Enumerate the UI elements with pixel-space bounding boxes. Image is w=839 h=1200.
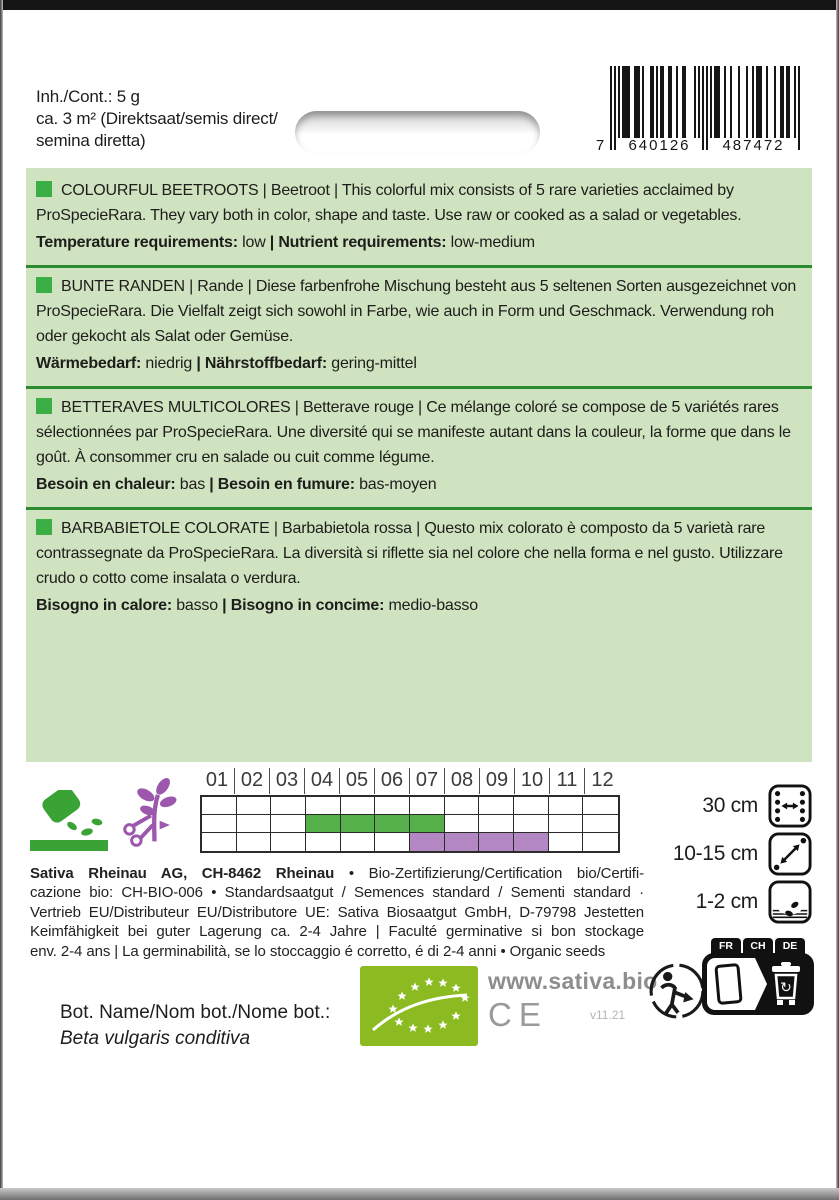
plant-spacing-label: 10-15 cm [672,842,758,865]
req-value: niedrig [141,355,193,372]
req-label: Bisogno in calore: [36,597,172,614]
eu-leaf-icon [360,966,478,1046]
req-separator: | [192,355,205,372]
photo-edge-bottom [0,1188,839,1200]
barcode-digit-group1: 640126 [617,138,702,154]
description-panel [26,168,812,762]
row-spacing-label: 30 cm [702,794,758,817]
tab-ch: CH [743,938,773,954]
address-line [30,864,644,883]
sowing-depth-icon [768,880,812,924]
calendar-cell-empty [237,815,272,833]
calendar-cell-empty [549,797,584,815]
green-square-bullet [36,181,52,197]
address-line: env. 2-4 ans | La germinabilità, se lo stoccaggio é corretto, é di 2-4 anni • Organic seeds [30,942,606,960]
req-label: Nutrient requirements: [278,234,447,251]
calendar-cell-harvest [514,833,549,851]
barcode [596,64,806,160]
req-value: bas-moyen [354,476,437,493]
month-label: 11 [550,768,585,794]
harvest-scissors-icon [120,770,182,856]
calendar-cell-empty [271,797,306,815]
content-amount: Inh./Cont.: 5 g [36,87,140,106]
requirements-de [36,351,802,376]
calendar-cell-harvest [479,833,514,851]
month-label: 06 [375,768,410,794]
month-label: 07 [410,768,445,794]
calendar-cell-empty [271,815,306,833]
block-intro-de: BUNTE RANDEN | Rande | Diese farbenfrohe Mischung besteht aus 5 seltenen Sorten ausgezeichnet von ProSpecieRara. Die Vielfalt zeigt sich sowohl in Farbe, wie auch in Form und Geschmack. Verwendung roh oder gekocht als Salat oder Gemüse. [36,278,797,345]
calendar-month-row [200,768,620,794]
calendar-cell-empty [271,833,306,851]
req-value: medio-basso [384,597,478,614]
calendar-cell-empty [549,815,584,833]
green-square-bullet [36,277,52,293]
country-tabs [711,938,805,954]
lang-block-fr [26,391,812,505]
row-spacing-row [640,784,812,828]
eu-organic-logo [360,966,478,1046]
calendar-cell-empty [306,833,341,851]
req-value: basso [171,597,218,614]
calendar-cell-sowing [375,815,410,833]
calendar-cell-sowing [410,815,445,833]
calendar-cell-empty [341,797,376,815]
calendar-grid [200,795,620,853]
lang-block-it [26,512,812,626]
req-value: gering-mittel [327,355,417,372]
calendar-cell-empty [445,815,480,833]
botanical-name-block [60,1000,330,1052]
calendar-cell-empty [375,833,410,851]
ce-mark: CE [488,996,548,1033]
calendar-cell-empty [583,815,618,833]
barcode-digit-first: 7 [595,137,605,154]
req-label: Besoin en fumure: [217,476,355,493]
green-square-bullet [36,519,52,535]
req-separator: | [205,476,218,493]
calendar-cell-empty [237,797,272,815]
calendar-cell-empty [514,797,549,815]
calendar-cell-empty [479,815,514,833]
calendar-cell-empty [479,797,514,815]
req-separator: | [265,234,279,251]
recycling-badge-body [702,953,814,1015]
tab-fr: FR [711,938,741,954]
sowing-depth-label: 1-2 cm [695,890,758,913]
lang-block-en [26,174,812,263]
recycling-bin-icon [769,961,803,1007]
photo-edge-top [0,0,839,10]
calendar-cell-empty [583,833,618,851]
svg-text:↻: ↻ [780,980,792,996]
req-value: bas [175,476,206,493]
calendar-cell-sowing [341,815,376,833]
month-label: 12 [591,769,614,791]
month-label: 01 [200,768,235,794]
month-label: 03 [270,768,305,794]
block-intro-fr: BETTERAVES MULTICOLORES | Betterave rouge | Ce mélange coloré se compose de 5 variétés rares sélectionnées par ProSpecieRara. Une diversité qui se manifeste autant dans la couleur, la forme que dans le goût. À consommer cru en salade ou cuit comme légume. [36,399,791,466]
calendar-cell-empty [202,815,237,833]
month-label: 04 [305,768,340,794]
calendar-cell-empty [341,833,376,851]
seed-packet-icon [714,963,742,1005]
lang-block-de [26,270,812,384]
req-value: low-medium [446,234,535,251]
company-name: Sativa Rheinau AG, CH-8462 Rheinau [30,865,335,882]
barcode-digit-group2: 487472 [711,138,796,154]
divider-line [26,265,812,268]
req-label: Wärmebedarf: [36,355,142,372]
requirements-en [36,230,802,255]
calendar-cell-empty [202,797,237,815]
calendar-cell-empty [375,797,410,815]
address-text: • Bio-Zertifizierung/Certification bio/Certifi- [334,865,645,882]
calendar-cell-empty [237,833,272,851]
botanical-name-value: Beta vulgaris conditiva [60,1028,251,1049]
calendar-cell-sowing [306,815,341,833]
hang-hole-cutout [295,111,540,154]
botanical-name-label: Bot. Name/Nom bot./Nome bot.: [60,1002,331,1023]
version-label: v11.21 [590,1008,626,1022]
address-line: Vertrieb EU/Distributeur EU/Distributore UE: Sativa Biosaatgut GmbH, D-79798 Jestetten [30,903,644,921]
block-intro-en: COLOURFUL BEETROOTS | Beetroot | This colorful mix consists of 5 rare varieties acclaimed by ProSpecieRara. They vary both in color, shape and taste. Use raw or cooked as a salad or vegetables. [36,182,742,224]
calendar-cell-empty [549,833,584,851]
req-label: Nährstoffbedarf: [204,355,327,372]
content-area-line1: ca. 3 m² (Direktsaat/semis direct/ [36,109,278,128]
calendar-cell-empty [445,797,480,815]
month-label: 02 [235,768,270,794]
divider-line [26,386,812,389]
month-label: 10 [515,768,550,794]
block-intro-it: BARBABIETOLE COLORATE | Barbabietola rossa | Questo mix colorato è composto da 5 varietà rare contrassegnate da ProSpecieRara. La diversità si riflette sia nel colore che nella forma e nel gusto. Utilizzare crudo o cotto come insalata o verdura. [36,520,783,587]
content-info [36,86,278,152]
calendar-cell-harvest [445,833,480,851]
photo-edge-left [0,0,3,1200]
req-label: Besoin en chaleur: [36,476,176,493]
website-url: www.sativa.bio [488,968,658,994]
calendar-cell-empty [202,833,237,851]
plant-spacing-row [640,832,812,876]
tab-de: DE [775,938,805,954]
calendar-cell-empty [306,797,341,815]
address-line: cazione bio: CH-BIO-006 • Standardsaatgut / Semences standard / Sementi standard · [30,884,644,902]
packet-pane [707,958,767,1010]
address-line: Keimfähigkeit bei guter Lagerung ca. 2-4 Jahre | Faculté germinative si bon stockage [30,923,644,941]
month-label: 05 [340,768,375,794]
row-spacing-icon [768,784,812,828]
address-block [30,864,644,961]
calendar-cell-empty [514,815,549,833]
month-label: 09 [480,768,515,794]
sowing-depth-row [640,880,812,924]
month-label: 08 [445,768,480,794]
calendar-cell-empty [583,797,618,815]
req-label: Temperature requirements: [36,234,238,251]
calendar-cell-empty [410,797,445,815]
green-square-bullet [36,398,52,414]
plant-spacing-icon [768,832,812,876]
req-separator: | [217,597,231,614]
req-label: Bisogno in concime: [230,597,385,614]
divider-line [26,507,812,510]
recycling-badge [702,938,814,1018]
content-area-line2: semina diretta) [36,131,146,150]
triman-recycling-icon [648,962,706,1020]
requirements-it [36,593,802,618]
calendar-cell-harvest [410,833,445,851]
requirements-fr [36,472,802,497]
sowing-icon [30,790,120,852]
req-value: low [237,234,266,251]
